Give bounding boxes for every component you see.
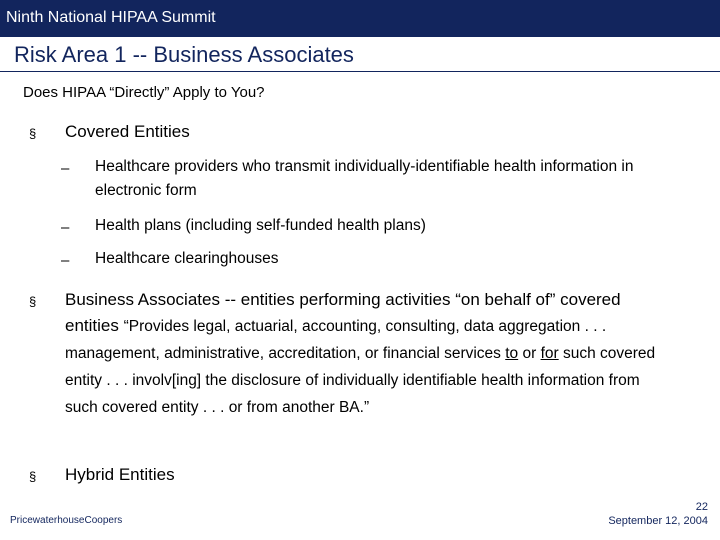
footer-company: PricewaterhouseCoopers	[10, 515, 123, 526]
bullet-icon: §	[29, 126, 37, 141]
covered-entity-item: Health plans (including self-funded health plans)	[95, 217, 426, 234]
business-associates-label: Business Associates -- entities performing activities “on behalf of” covered entities	[65, 290, 621, 335]
hybrid-entities-label: Hybrid Entities	[65, 465, 175, 484]
header-bar	[0, 0, 720, 37]
dash-icon: –	[61, 160, 70, 177]
header-title: Ninth National HIPAA Summit	[6, 9, 216, 26]
dash-icon: –	[61, 219, 70, 236]
business-associates-block	[65, 287, 675, 421]
footer-right	[608, 500, 708, 528]
page-number: 22	[695, 501, 708, 513]
covered-entity-item: Healthcare providers who transmit individually-identifiable health information in electronic form	[95, 158, 634, 199]
title-divider	[0, 71, 720, 72]
business-associates-quote: “Provides legal, actuarial, accounting, consulting, data aggregation . . . management, administrative, accreditation, or financial services to or for such covered entity . . . involv[ing] the disclosure of individually identifiable health information from such covered entity . . . or from another BA.”	[65, 318, 656, 416]
footer-date: September 12, 2004	[608, 515, 708, 527]
bullet-icon: §	[29, 469, 37, 484]
bullet-icon: §	[29, 294, 37, 309]
slide-subtitle: Does HIPAA “Directly” Apply to You?	[23, 84, 265, 101]
covered-entity-item: Healthcare clearinghouses	[95, 250, 279, 267]
dash-icon: –	[61, 252, 70, 269]
slide-title: Risk Area 1 -- Business Associates	[14, 42, 354, 67]
covered-entities-label: Covered Entities	[65, 122, 190, 141]
